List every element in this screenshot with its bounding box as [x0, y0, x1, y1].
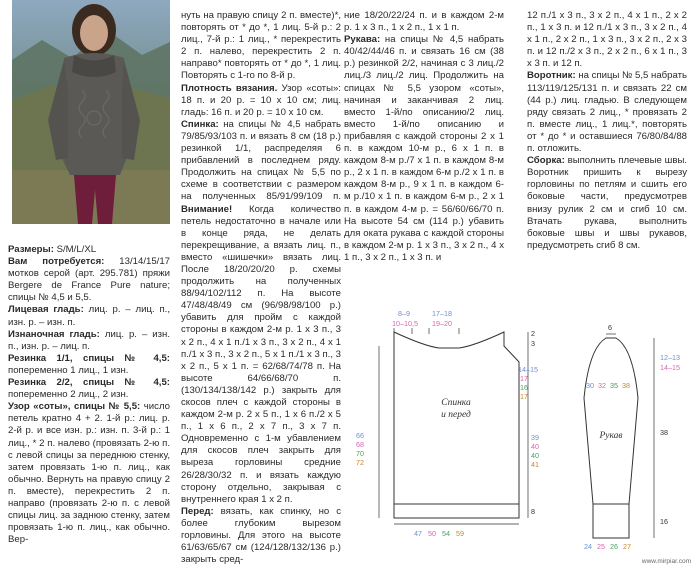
sleeve-bottom-m: 25: [597, 542, 605, 551]
assembly-text: выполнить плечевые швы. Воротник пришить к вырезу горловины по петлям и сшить его боковые части, предусмотрев внизу рулик 2 см и сгиб 10 см. Втачать рукава, выполнить боковые швы и швы рукавов, предусмотреть сгиб 8 см.: [527, 155, 687, 251]
back-paragraph: [181, 119, 341, 506]
sleeve-top: 6: [608, 323, 612, 332]
stockinette-text: лиц. р. – лиц. п., изн. р. – изн. п.: [8, 304, 170, 328]
front-paragraph: [181, 506, 341, 566]
front-continued: ние 18/20/22/24 п. и в каждом 2-м р. 1 х 3 п., 1 х 2 п., 1 х 1 п.: [344, 10, 504, 34]
reverse-stockinette-text: лиц. р. – изн. п., изн. р. – лиц. п.: [8, 328, 170, 352]
rib-1-1-label: Резинка 1/1, спицы № 4,5:: [8, 352, 170, 364]
sleeve-upper-s: 30: [586, 381, 594, 390]
sleeve-length: 38: [660, 428, 668, 437]
site-credit: www.mirpiar.com: [641, 558, 691, 565]
attention-label: Внимание!: [181, 203, 233, 215]
body-side-s: 39: [531, 433, 539, 442]
sleeve-cuff: 16: [660, 517, 668, 526]
body-bottom-l: 54: [442, 529, 450, 538]
body-bottom-m: 50: [428, 529, 436, 538]
gauge-label: Плотность вязания.: [181, 82, 278, 94]
column-2: [181, 10, 341, 566]
sleeve-cap-2: 14–15: [660, 363, 680, 372]
body-armhole-s: 14–15: [518, 365, 538, 374]
gauge-paragraph: [181, 83, 341, 119]
front-label: Перед:: [181, 505, 214, 517]
body-right-2: 2: [531, 329, 535, 338]
body-top-mid-1: 17–18: [432, 309, 452, 318]
back-label: Спинка:: [181, 118, 219, 130]
body-side-xl: 41: [531, 460, 539, 469]
back-text: на спицы № 4,5 набрать 79/85/93/103 п. и вязать 8 см (18 р.) резинкой 1/1, распределяя 6 прибавлений в последнем ряду. Продолжить на спицах № 5,5 по схеме в соответствии с размером на полученных 85/91/99/109 п.: [181, 118, 341, 203]
sizes-text: S/M/L/XL: [53, 244, 97, 255]
sleeves-label: Рукава:: [344, 34, 381, 46]
body-side-m: 40: [531, 442, 539, 451]
body-piece-label-2: и перед: [441, 410, 471, 420]
model-photo: [12, 0, 170, 224]
materials-label: Вам потребуется:: [8, 256, 105, 268]
schematic-diagrams: [344, 308, 695, 567]
rib-2-2-paragraph: [8, 377, 170, 401]
body-height-l: 70: [356, 449, 364, 458]
sleeves-continued: 12 п./1 х 3 п., 3 х 2 п., 4 х 1 п., 2 х 2 п., 1 х 3 п. и 12 п./1 х 3 п., 3 х 2 п., 4 х 1 п., 2 х 2 п., 1 х 3 п., 3 х 2 п., 2 х 3 п. и 12 п./2 х 3 п., 2 х 2 п., 6 х 1 п., 3 х 3 п. и 12 п.: [527, 10, 687, 70]
body-top-mid-2: 19–20: [432, 319, 452, 328]
body-height-xl: 72: [356, 458, 364, 467]
sizes-label: Размеры:: [8, 244, 54, 255]
body-top-left-1: 8–9: [398, 309, 410, 318]
reverse-stockinette-paragraph: [8, 329, 170, 353]
stockinette-paragraph: [8, 304, 170, 328]
sleeve-bottom-s: 24: [584, 542, 592, 551]
rib-2-2-text: попеременно 2 лиц., 2 изн.: [8, 389, 129, 401]
body-schematic: [379, 328, 528, 524]
front-text: вязать, как спинку, но с более глубоким вырезом горловины. Для этого на высоте 61/63/65/67 см (124/128/132/136 р.) закрыть сред-: [181, 505, 341, 566]
reverse-stockinette-label: Изнаночная гладь:: [8, 328, 100, 340]
column-1: [8, 244, 170, 546]
collar-paragraph: [527, 70, 687, 155]
sizes-paragraph: [8, 244, 170, 256]
sleeve-upper-xl: 38: [622, 381, 630, 390]
back-text-2: Когда количество петель недостаточно в начале или в конце ряда, не делать перекрещивание, а вязать лиц. п., вместо «шишечки» вязать лиц. После 18/20/20/20 р. схемы продолжить на полученных 88/94/102/112 п. На высоте 47/48/48/49 см (96/98/98/100 р.) убавить для пройм с каждой стороны в каждом 2-м р. 1 х 3 п., 3 х 2 п., 4 х 1 п./1 х 3 п., 3 х 2 п., 4 х 1 п./1 х 3 п., 3 х 2 п., 5 х 1 п./1 х 3 п., 3 х 2 п., 5 х 1 п. = 62/68/74/78 п. На высоте 64/66/68/70 п. (130/134/138/142 р.) закрыть для скосов плеч с каждой стороны в каждом 2-м р. 2 х 5 п., 1 х 6 п./2 х 5 п., 1 х 6 п., 2 х 7 п., 3 х 7 п. Одновременно с 1-м убавлением для скосов плеч закрыть для выреза горловины средние 26/28/30/32 п. и вязать каждую сторону отдельно, закрывая с внутреннего края 1 х 2 п.: [181, 203, 341, 505]
body-armhole-m: 17: [520, 374, 528, 383]
body-side-l: 40: [531, 451, 539, 460]
honeycomb-text: число петель кратно 4 + 2. 1-й р.: лиц. р. 2-й р. и все изн. р.: изн. п. 3-й р.: 1 лиц., * 2 п. налево (провязать 2-ю п. с левой спицы за переднюю стенку, затем провязать 1-ю п. лиц., как обычно. Вернуть на правую спицу 2 п. вместе), перекрестить 2 п. направо (провязать 2-ю п. с левой спицы лиц. за заднюю стенку, затем провязать 1-ю п. лиц., как обычно. Вер-: [8, 401, 170, 546]
column-4: [527, 10, 687, 252]
sleeve-piece-label: Рукав: [599, 431, 623, 441]
rib-1-1-text: попеременно 1 лиц., 1 изн.: [8, 364, 129, 376]
sleeve-cap-1: 12–13: [660, 353, 680, 362]
collar-label: Воротник:: [527, 70, 576, 82]
body-height-s: 66: [356, 431, 364, 440]
materials-paragraph: [8, 256, 170, 304]
sleeve-upper-m: 32: [598, 381, 606, 390]
column-3: [344, 10, 504, 264]
rib-1-1-paragraph: [8, 353, 170, 377]
body-bottom-s: 47: [414, 529, 422, 538]
body-armhole-xl: 17: [520, 392, 528, 401]
gauge-text: Узор «соты»: 18 п. и 20 р. = 10 х 10 см; лиц. гладь: 16 п. и 20 р. = 10 х 10 см.: [181, 82, 341, 118]
body-armhole-l: 16: [520, 383, 528, 392]
honeycomb-label: Узор «соты», спицы № 5,5:: [8, 401, 141, 413]
sleeve-bottom-xl: 27: [623, 542, 631, 551]
sleeves-text: на спицы № 4,5 набрать 40/42/44/46 п. и связать 16 см (38 р.) резинкой 2/2, начиная с 3 лиц./2 лиц./3 лиц./2 лиц. Продолжить на спицах № 5,5 узором «соты», начиная и заканчивая 2 лиц. вместо 1-й/по описанию/2 лиц. вместо 1-й/по описанию и прибавляя с каждой стороны 2 х 1 п. в каждом 10-м р., 6 х 1 п. в каждом 8-м р./7 х 1 п. в каждом 8-м р., 2 х 1 п. в каждом 6-м р./2 х 1 п. в каждом 8-м р., 9 х 1 п. в каждом 6-м р./10 х 1 п. в каждом 6-м р., 2 х 1 п. в каждом 4-м р. = 56/60/66/70 п. На высоте 54 см (114 р.) убавить для оката рукава с каждой стороны в каждом 2-м р. 1 х 3 п., 3 х 2 п., 4 х 1 п., 3 х 2 п., 1 х 3 п. и: [344, 34, 504, 263]
honeycomb-paragraph: [8, 401, 170, 546]
body-rib-height: 8: [531, 507, 535, 516]
body-top-left-2: 10–10,5: [392, 319, 418, 328]
sleeve-bottom-l: 26: [610, 542, 618, 551]
assembly-paragraph: [527, 155, 687, 252]
materials-text: 13/14/15/17 мотков серой (арт. 295.781) пряжи Bergere de France Pure nature; спицы № 4,5 и 5,5.: [8, 256, 170, 304]
stockinette-label: Лицевая гладь:: [8, 304, 84, 316]
body-height-m: 68: [356, 440, 364, 449]
body-right-3: 3: [531, 339, 535, 348]
collar-text: на спицы № 5,5 набрать 113/119/125/131 п. и связать 22 см (44 р.) лиц. гладью. В следующем ряду связать 2 лиц., * провязать 2 п. вместе лиц., 1 лиц.*, повторять от * до * и оставшиеся 76/80/84/88 п. отложить.: [527, 70, 687, 155]
assembly-label: Сборка:: [527, 155, 565, 167]
body-bottom-xl: 59: [456, 529, 464, 538]
sleeves-paragraph: [344, 34, 504, 264]
body-piece-label-1: Спинка: [441, 398, 471, 408]
sleeve-upper-l: 35: [610, 381, 618, 390]
honeycomb-continued: нуть на правую спицу 2 п. вместе)*, повторять от * до *, 1 лиц. 5-й р.: 2 лиц., 7-й р.: 1 лиц., * перекрестить 2 п. налево, перекрестить 2 п. направо* повторять от * до *, 1 лиц. Повторять с 1-го по 8-й р.: [181, 10, 341, 82]
rib-2-2-label: Резинка 2/2, спицы № 4,5:: [8, 377, 170, 389]
